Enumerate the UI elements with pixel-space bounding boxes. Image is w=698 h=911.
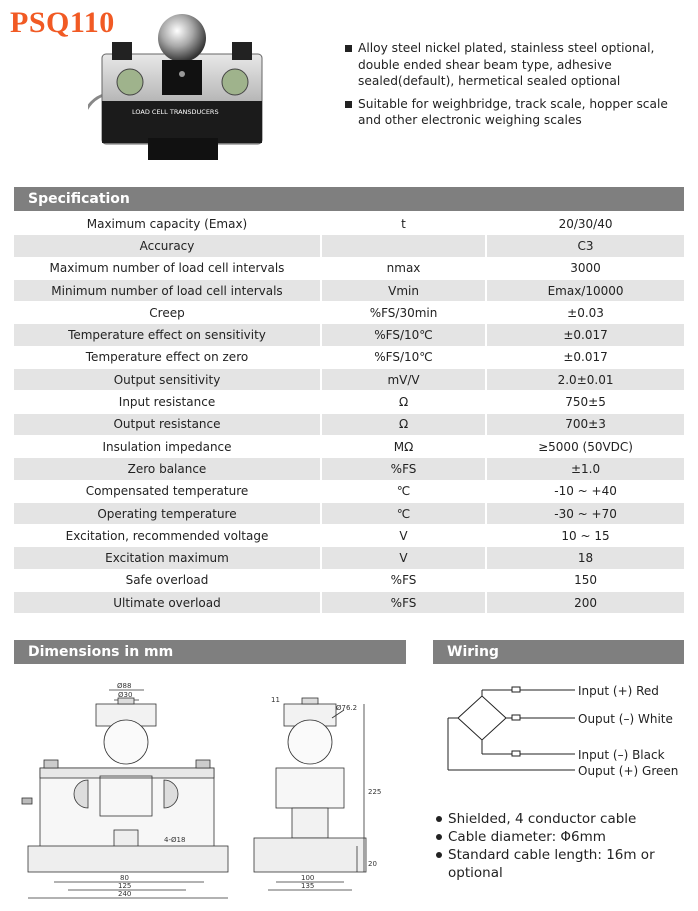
dim-label-w100: 100 [301,874,315,882]
table-row: Ultimate overload %FS 200 [14,592,684,613]
table-row: Safe overload %FS 150 [14,570,684,591]
bullet-dot-icon [436,834,442,840]
cable-notes [434,810,698,882]
table-row: Creep %FS/30min ±0.03 [14,302,684,323]
product-title: PSQ110 [10,6,115,39]
specification-table [14,212,684,614]
dim-label-d30: Ø30 [118,691,133,699]
wiring-header: Wiring [433,640,684,664]
specification-header: Specification [14,187,684,211]
table-row: Maximum capacity (Emax) t 20/30/40 [14,213,684,234]
table-row: Accuracy C3 [14,235,684,256]
table-row: Output resistance Ω 700±3 [14,414,684,435]
table-row: Temperature effect on zero %FS/10℃ ±0.017 [14,347,684,368]
note-item: Shielded, 4 conductor cable [434,810,698,828]
wire-label-input-minus: Input (–) Black [578,748,665,762]
table-row: Excitation, recommended voltage V 10 ~ 15 [14,525,684,546]
table-row: Operating temperature ℃ -30 ~ +70 [14,503,684,524]
bullet-square-icon [345,101,352,108]
dim-label-w240: 240 [118,890,132,898]
table-row: Maximum number of load cell intervals nmax 3000 [14,258,684,279]
wire-label-input-plus: Input (+) Red [578,684,659,698]
dim-label-d88: Ø88 [117,682,132,690]
feature-list [345,40,680,135]
table-row: Minimum number of load cell intervals Vmin Emax/10000 [14,280,684,301]
dim-label-w80: 80 [120,874,129,882]
dimensions-header: Dimensions in mm [14,640,406,664]
bullet-dot-icon [436,852,442,858]
feature-item: Alloy steel nickel plated, stainless steel optional, double ended shear beam type, adhesive sealed(default), hermetical sealed optional [345,40,680,90]
dim-label-w135: 135 [301,882,315,890]
table-row: Insulation impedance MΩ ≥5000 (50VDC) [14,436,684,457]
dim-label-h225: 225 [368,788,382,796]
table-row: Zero balance %FS ±1.0 [14,458,684,479]
note-item: Cable diameter: Φ6mm [434,828,698,846]
dim-label-w125: 125 [118,882,132,890]
table-row: Output sensitivity mV/V 2.0±0.01 [14,369,684,390]
table-row: Compensated temperature ℃ -10 ~ +40 [14,481,684,502]
bullet-dot-icon [436,816,442,822]
wire-label-output-minus: Ouput (–) White [578,712,673,726]
dim-label-h11: 11 [271,696,280,704]
dimension-drawing [14,670,424,905]
dim-label-d18: 4-Ø18 [164,836,186,844]
dim-label-r76: Ø76.2 [336,704,358,712]
product-photo [88,6,278,166]
feature-item: Suitable for weighbridge, track scale, hopper scale and other electronic weighing scales [345,96,680,129]
table-row: Input resistance Ω 750±5 [14,391,684,412]
table-row: Excitation maximum V 18 [14,547,684,568]
dim-label-h20: 20 [368,860,377,868]
photo-label: LOAD CELL TRANSDUCERS [132,108,219,116]
bullet-square-icon [345,45,352,52]
table-row: Temperature effect on sensitivity %FS/10℃ ±0.017 [14,324,684,345]
wire-label-output-plus: Ouput (+) Green [578,764,679,778]
note-item: Standard cable length: 16m or optional [434,846,698,882]
